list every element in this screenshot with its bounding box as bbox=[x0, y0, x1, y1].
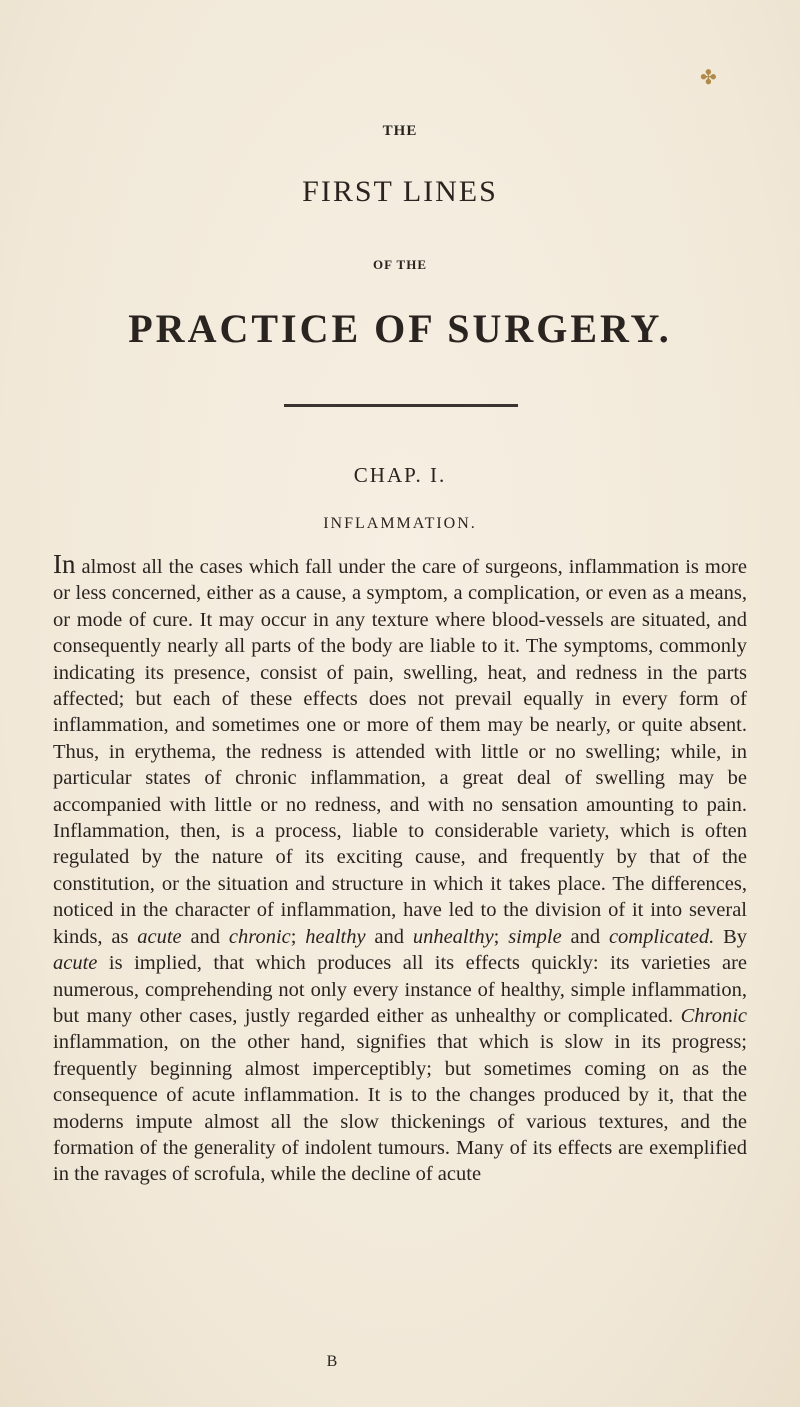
text-run: almost all the cases which fall under the care of surgeons, inflammation is more or less concerned, either as a cause, a symptom, a complication, or even as a means, or mode of cure. It may occur in any texture where blood-vessels are situated, and consequently nearly all parts of the body are liable to it. The symptoms, commonly indicating its presence, consist of pain, swelling, heat, and redness in the parts affected; but each of these effects does not prevail equally in every form of inflammation, and sometimes one or more of them may be nearly, or quite absent. Thus, in erythema, the redness is attended with little or no swelling; while, in particular states of chronic inflammation, a great deal of swelling may be accompanied with little or no redness, and with no sensation amounting to pain. Inflammation, then, is a process, liable to considerable variety, which is often regulated by the nature of its exciting cause, and frequently by that of the constitution, or the situation and structure in which it takes place. The differences, noticed in the character of inflammation, have led to the division of it into several kinds, as bbox=[53, 556, 747, 948]
title-the: THE bbox=[382, 123, 418, 139]
italic-term: healthy bbox=[305, 925, 366, 948]
drop-cap: In bbox=[53, 549, 76, 579]
body-paragraph bbox=[53, 551, 747, 1188]
decorative-rule bbox=[284, 404, 518, 407]
italic-term: complicated. bbox=[608, 925, 715, 948]
text-run: By bbox=[714, 925, 747, 948]
italic-term: unhealthy bbox=[412, 925, 494, 948]
italic-term: acute bbox=[53, 952, 98, 975]
text-run: inflammation, on the other hand, signifies that which is slow in its progress; frequently beginning almost imperceptibly; but sometimes coming on as the consequence of acute inflammation. It is to the changes produced by it, that the moderns impute almost all the slow thickenings of various textures, and the formation of the generality of indolent tumours. Many of its effects are exemplified in the ravages of scrofula, while the decline of acute bbox=[53, 1031, 747, 1186]
text-run: and bbox=[561, 925, 609, 948]
italic-term: Chronic bbox=[680, 1004, 747, 1027]
title-first-lines: FIRST LINES bbox=[302, 175, 498, 208]
text-run: ; bbox=[493, 925, 509, 948]
text-run: and bbox=[181, 925, 229, 948]
text-run: and bbox=[365, 925, 413, 948]
ink-smudge-icon: ✤ bbox=[700, 67, 717, 89]
text-run: ; bbox=[290, 925, 306, 948]
text-run: is implied, that which produces all its effects quickly: its varieties are numerous, comprehending not only every instance of healthy, simple inflammation, but many other cases, justly regarded either as unhealthy or complicated. bbox=[53, 952, 747, 1027]
title-of-the: OF THE bbox=[372, 257, 428, 272]
italic-term: simple bbox=[508, 925, 562, 948]
italic-term: chronic bbox=[228, 925, 291, 948]
chapter-title: INFLAMMATION. bbox=[323, 515, 477, 532]
signature-mark: B bbox=[326, 1353, 338, 1370]
chapter-number: CHAP. I. bbox=[353, 463, 447, 487]
title-practice-of-surgery: PRACTICE OF SURGERY. bbox=[128, 306, 672, 351]
italic-term: acute bbox=[137, 925, 182, 948]
